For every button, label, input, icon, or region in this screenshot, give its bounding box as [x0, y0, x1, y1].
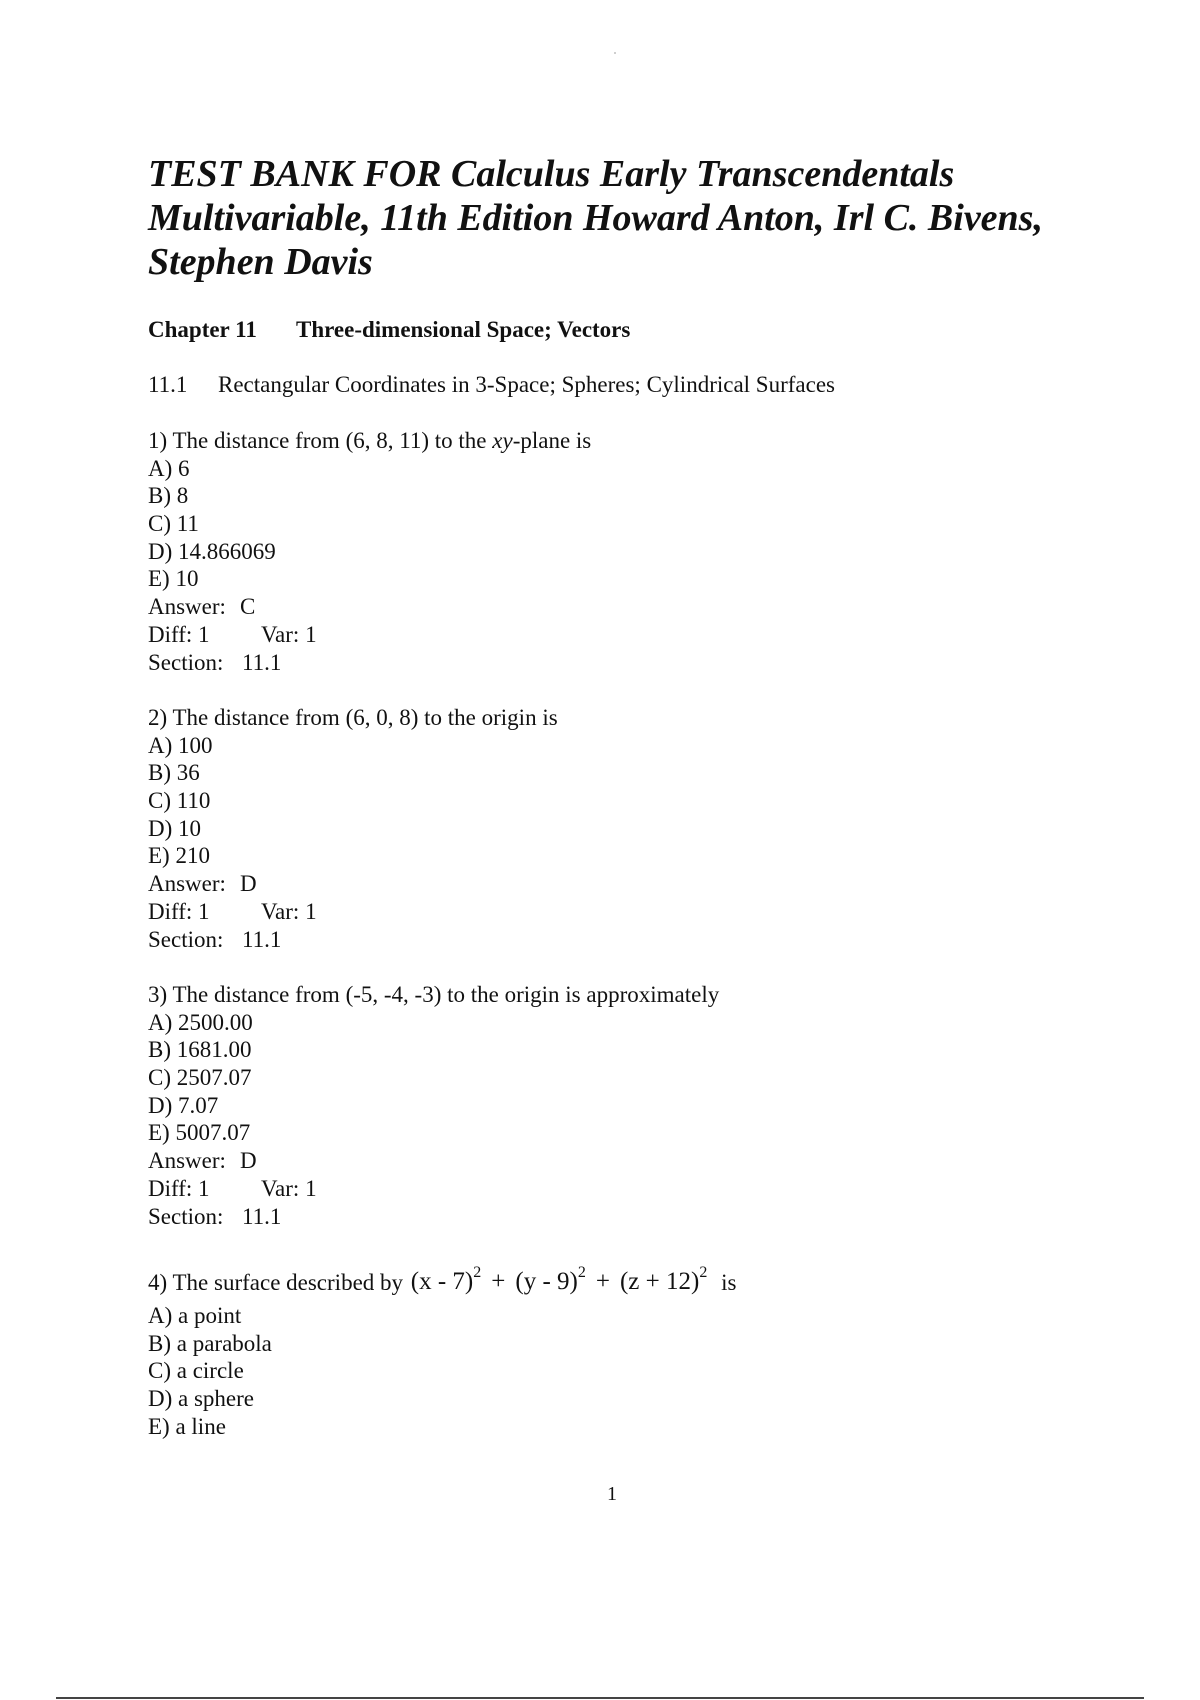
option-d: D) 10: [148, 815, 202, 841]
page-number: 1: [607, 1483, 617, 1505]
option-c: C) a circle: [148, 1358, 244, 1384]
question-3: [148, 981, 719, 1230]
chapter-heading: [148, 316, 630, 344]
question-stem: 1) The distance from (6, 8, 11) to the xy-plane is: [148, 428, 592, 453]
bottom-divider: [56, 1697, 1144, 1699]
option-b: B) 36: [148, 760, 200, 786]
question-4: [148, 1264, 737, 1440]
option-e: E) 10: [148, 566, 199, 592]
chapter-name: Three-dimensional Space; Vectors: [296, 317, 631, 342]
option-c: C) 11: [148, 511, 199, 537]
option-e: E) a line: [148, 1413, 226, 1439]
question-stem: 2) The distance from (6, 0, 8) to the origin is: [148, 705, 558, 730]
option-d: D) 14.866069: [148, 538, 276, 564]
section-name: Rectangular Coordinates in 3-Space; Spheres; Cylindrical Surfaces: [218, 372, 835, 397]
option-c: C) 110: [148, 788, 211, 814]
option-b: B) 8: [148, 483, 189, 509]
section-line: Section: 11.1: [148, 649, 282, 675]
option-b: B) 1681.00: [148, 1037, 252, 1063]
option-d: D) 7.07: [148, 1092, 219, 1118]
question-1: [148, 427, 591, 676]
option-c: C) 2507.07: [148, 1065, 252, 1091]
question-2: [148, 704, 558, 953]
option-a: A) 2500.00: [148, 1009, 253, 1035]
option-a: A) 100: [148, 732, 213, 758]
section-number: 11.1: [148, 372, 188, 397]
answer-line: Answer: D: [148, 871, 257, 897]
diff-var-line: Diff: 1 Var: 1: [148, 898, 317, 924]
option-a: A) a point: [148, 1303, 242, 1328]
question-stem: 4) The surface described by $(x - 7)^2 + (y - 9)^2 + (z + 12)^2$ is: [148, 1264, 737, 1295]
diff-var-line: Diff: 1 Var: 1: [148, 1175, 317, 1201]
answer-line: Answer: C: [148, 594, 256, 620]
diff-var-line: Diff: 1 Var: 1: [148, 621, 317, 647]
option-e: E) 5007.07: [148, 1120, 251, 1146]
option-d: D) a sphere: [148, 1386, 255, 1412]
section-line: Section: 11.1: [148, 926, 282, 952]
question-stem: 3) The distance from (-5, -4, -3) to the origin is approximately: [148, 982, 720, 1007]
scan-speck: [614, 52, 616, 54]
chapter-number: Chapter 11: [148, 317, 257, 342]
surface-equation: $(x - 7)^2 + (y - 9)^2 + (z + 12)^2$: [410, 1264, 708, 1295]
document-title: TEST BANK FOR Calculus Early Transcendentals Multivariable, 11th Edition Howard Anton, Irl C. Bivens, Stephen Davis: [148, 153, 1043, 283]
answer-line: Answer: D: [148, 1148, 257, 1174]
section-line: Section: 11.1: [148, 1203, 282, 1229]
option-a: A) 6: [148, 455, 190, 481]
section-heading: [148, 371, 835, 399]
option-e: E) 210: [148, 843, 210, 869]
option-b: B) a parabola: [148, 1330, 272, 1356]
